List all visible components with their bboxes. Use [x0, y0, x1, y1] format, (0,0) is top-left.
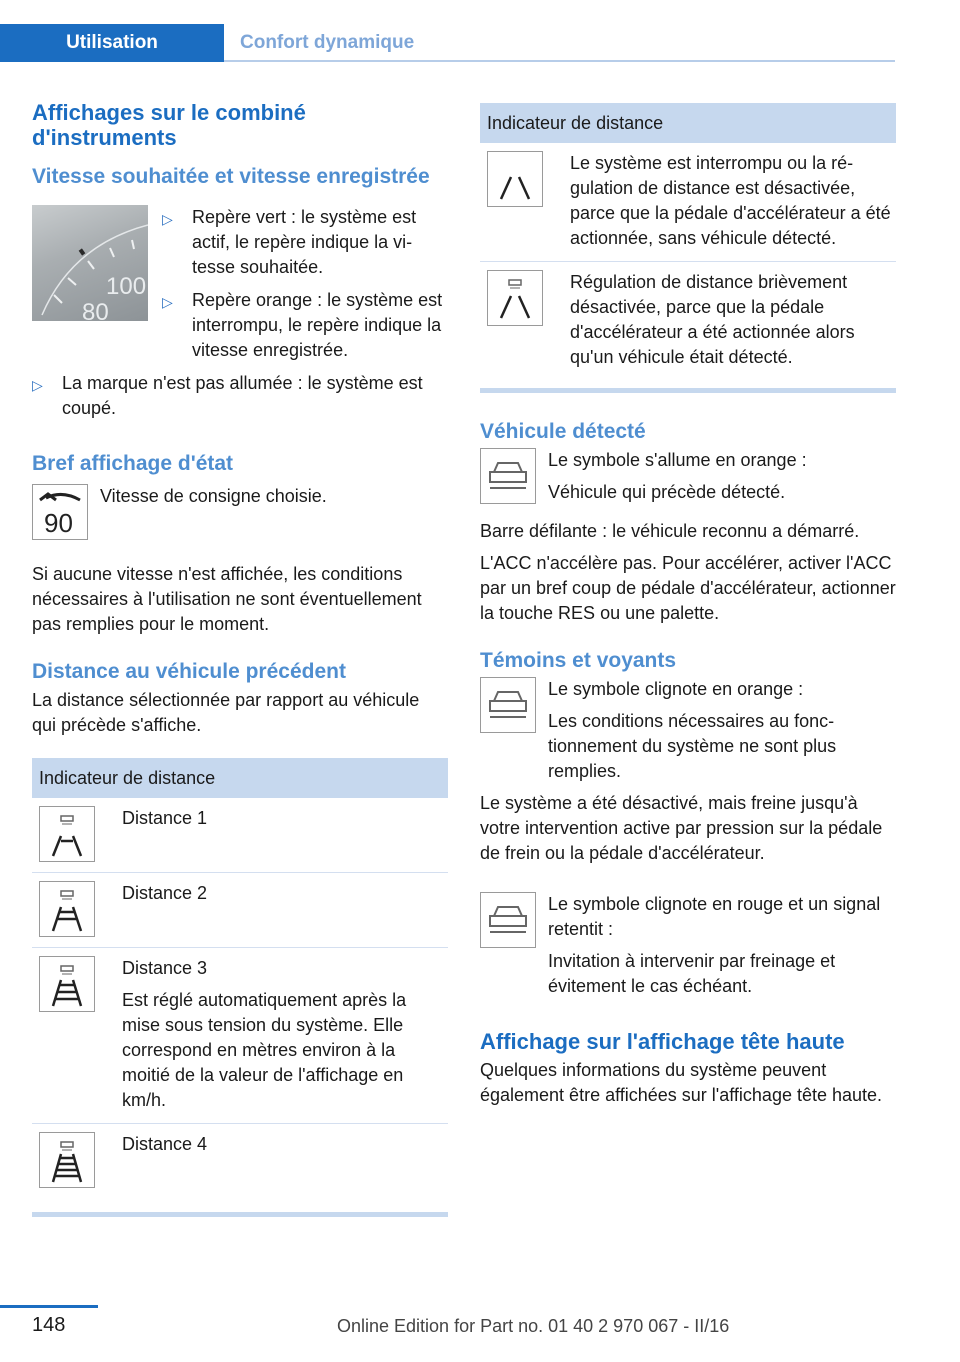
car-icon: [480, 677, 536, 733]
paragraph: La distance sélectionnée par rapport au véhicule qui précède s'affiche.: [32, 690, 420, 735]
table-cell-text: Le système est interrompu ou la régulation de distance est désactivée, parce que la pédale d'accélérateur a été actionnée, sans véhicule détecté.: [570, 153, 891, 248]
distance-1-icon: [39, 806, 95, 862]
page-header: [0, 24, 895, 62]
tab-confort-dynamique[interactable]: Confort dynamique: [240, 32, 415, 53]
gauge-number-100: 100: [106, 273, 147, 300]
table-row: [32, 873, 448, 948]
distance-interrupted-icon: [487, 151, 543, 207]
tab-utilisation[interactable]: Utilisation: [0, 24, 224, 62]
status-row: [32, 484, 448, 540]
table-row: [480, 262, 896, 380]
gauge-number-80: 80: [82, 299, 109, 321]
list-item: ▷ Repère vert : le système est actif, le repère indique la vitesse souhaitée.: [162, 205, 448, 280]
warning-text: Le symbole clignote en rouge et un signal retentit :: [548, 894, 881, 939]
warning-text: Invitation à intervenir par freinage et évitement le cas échéant.: [548, 951, 836, 996]
distance-description: Est réglé automatiquement après la mise sous tension du système. Elle correspond en mètres environ à la moitié de la valeur de l'affichage en km/h.: [122, 990, 407, 1110]
section-title: Affichages sur le combiné d'instruments: [32, 100, 306, 150]
list-item: ▷ Repère orange : le système est interrompu, le repère indique la vitesse enregistrée.: [162, 288, 448, 363]
list-item: ▷ La marque n'est pas allumée : le système est coupé.: [32, 371, 448, 421]
subsection-distance: Distance au véhicule précédent: [32, 660, 346, 683]
car-icon: [480, 448, 536, 504]
table-row: [32, 1124, 448, 1198]
gauge-block: [32, 205, 448, 363]
status-text: Vitesse de consigne choisie.: [100, 486, 327, 506]
vehicle-detected-row: [480, 448, 896, 505]
table-row: [32, 948, 448, 1124]
svg-text:90: 90: [44, 508, 73, 538]
vehicle-text: Le symbole s'allume en orange :: [548, 450, 807, 470]
paragraph: Le système a été désactivé, mais freine jusqu'à votre intervention active par pression sur la pédale de frein ou la pédale d'accélérateur.: [480, 793, 883, 863]
subsection-vehicle-detected: Véhicule détecté: [480, 420, 646, 443]
paragraph: L'ACC n'accélère pas. Pour accélérer, activer l'ACC par un bref coup de pédale d'accélérateur, actionner la touche RES ou une palette.: [480, 553, 896, 623]
subsection-warnings: Témoins et voyants: [480, 649, 677, 672]
table-row: [480, 143, 896, 262]
subsection-desired-speed: Vitesse souhaitée et vitesse enregistrée: [32, 165, 430, 188]
distance-3-icon: [39, 956, 95, 1012]
left-column: [32, 100, 448, 1217]
table-end-bar: [480, 388, 896, 393]
distance-4-icon: [39, 1132, 95, 1188]
distance-table: [32, 758, 448, 1217]
speedometer-image: [32, 205, 148, 321]
distance-deactivated-icon: [487, 270, 543, 326]
triangle-bullet-icon: ▷: [32, 377, 43, 393]
triangle-bullet-icon: ▷: [162, 294, 173, 310]
paragraph: Si aucune vitesse n'est affichée, les conditions nécessaires à l'utilisation ne sont éventuellement pas remplies pour le moment.: [32, 564, 422, 634]
warning-row-red: [480, 892, 896, 999]
right-column: [480, 103, 896, 1108]
table-cell-text: Régulation de distance brièvement désactivée, parce que la pédale d'accélérateur a été actionnée alors qu'un véhicule était détecté.: [570, 272, 855, 367]
distance-label: Distance 2: [122, 883, 208, 903]
header-divider: [224, 60, 895, 62]
car-icon: [480, 892, 536, 948]
distance-label: Distance 1: [122, 808, 208, 828]
warning-text: Les conditions nécessaires au fonctionnement du système ne sont plus remplies.: [548, 711, 837, 781]
distance-2-icon: [39, 881, 95, 937]
paragraph: Quelques informations du système peuvent également être affichées sur l'affichage tête haute.: [480, 1060, 883, 1105]
footer-edition: Online Edition for Part no. 01 40 2 970 067 - II/16: [337, 1316, 730, 1336]
subsection-hud: Affichage sur l'affichage tête haute: [480, 1029, 845, 1054]
subsection-status: Bref affichage d'état: [32, 452, 234, 475]
vehicle-text: Véhicule qui précède détecté.: [548, 482, 786, 502]
warning-text: Le symbole clignote en orange :: [548, 679, 804, 699]
paragraph: Barre défilante : le véhicule reconnu a démarré.: [480, 521, 860, 541]
table-header: Indicateur de distance: [32, 758, 448, 798]
distance-table-right: [480, 103, 896, 393]
table-row: [32, 798, 448, 873]
speed-90-icon: [32, 484, 88, 540]
table-header: Indicateur de distance: [480, 103, 896, 143]
table-end-bar: [32, 1212, 448, 1217]
warning-row-orange: [480, 677, 896, 784]
distance-label: Distance 4: [122, 1134, 208, 1154]
footer-divider: [0, 1305, 98, 1308]
triangle-bullet-icon: ▷: [162, 211, 173, 227]
page-number: 148: [32, 1314, 66, 1336]
distance-label: Distance 3: [122, 958, 208, 978]
